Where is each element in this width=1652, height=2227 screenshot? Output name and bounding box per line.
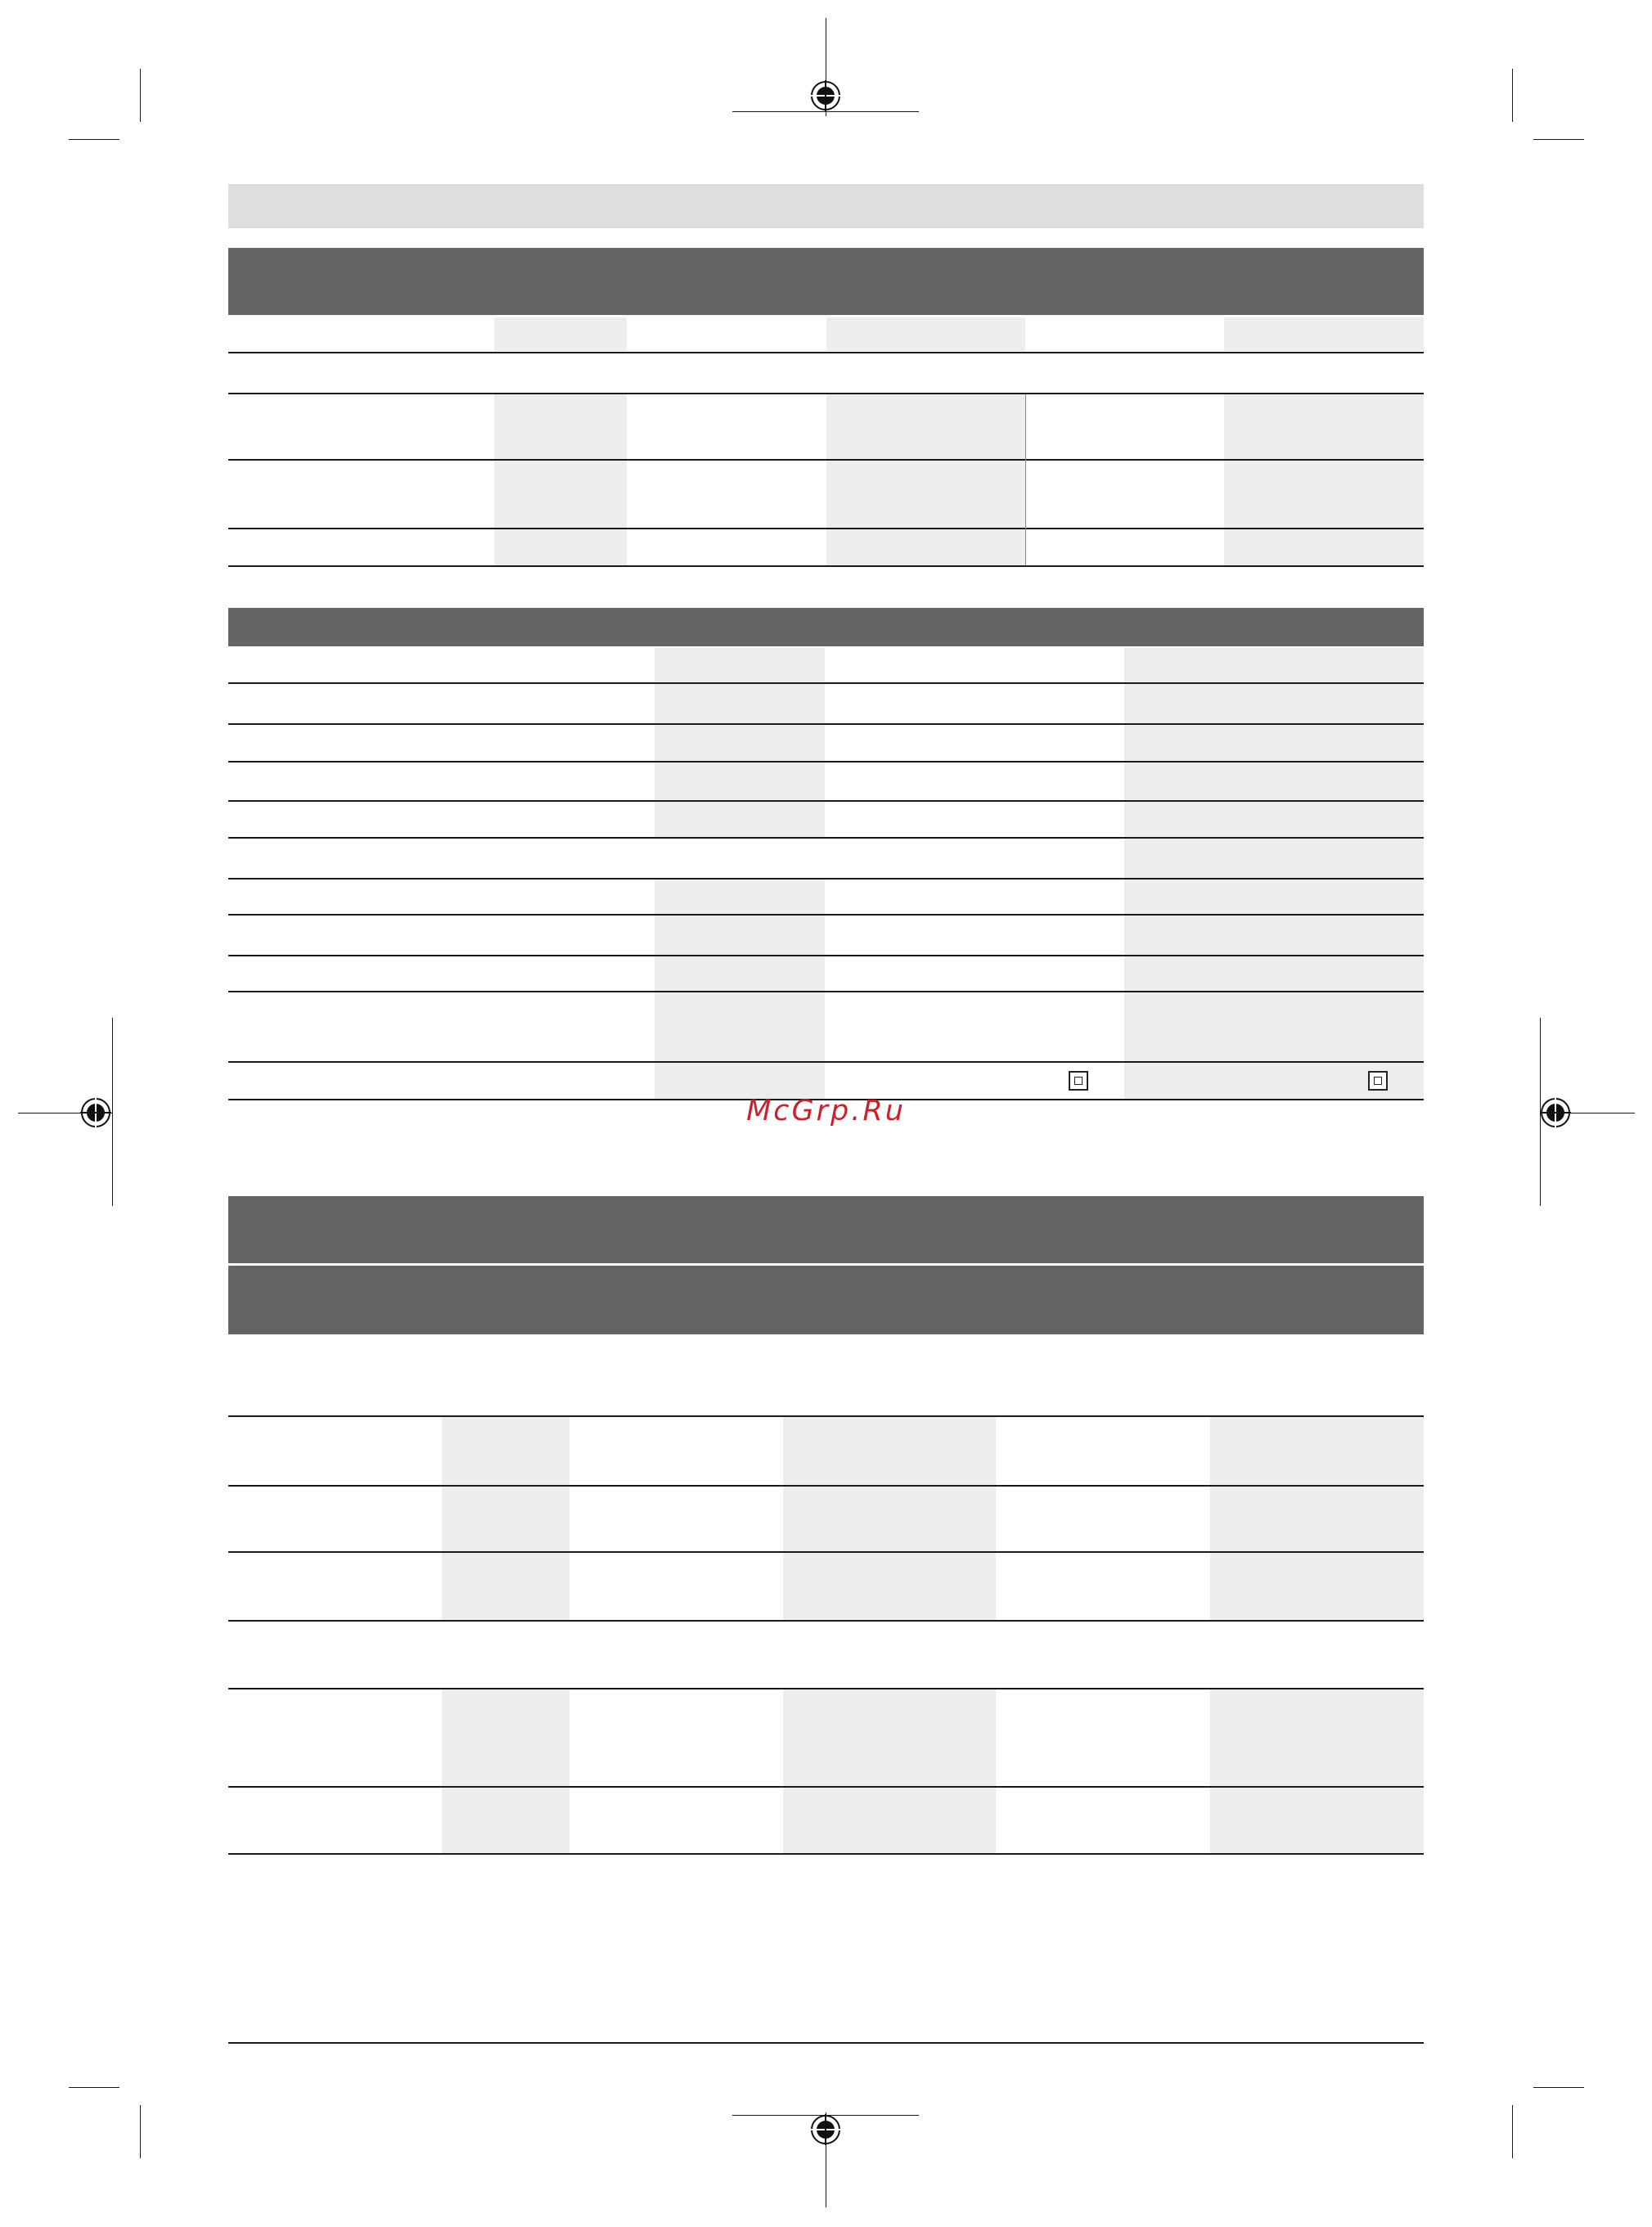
page-header-bar xyxy=(228,184,1424,228)
table-2-row-rule xyxy=(228,955,1424,956)
table-3-header-band-top xyxy=(228,1196,1424,1263)
table-2-shaded-cell xyxy=(655,725,825,761)
table-2-shaded-cell xyxy=(655,880,825,914)
table-2-shaded-cell xyxy=(655,763,825,800)
table-3-shaded-cell xyxy=(442,1553,569,1620)
table-3-shaded-cell xyxy=(442,1689,569,1786)
table-3-shaded-cell xyxy=(1210,1689,1424,1786)
crop-mark-bottom-left-horizontal xyxy=(69,2087,119,2088)
table-1-shaded-cell xyxy=(1224,394,1424,460)
registration-mark-icon xyxy=(810,80,841,111)
table-3-shaded-cell xyxy=(442,1417,569,1485)
table-2-shaded-cell xyxy=(655,992,825,1061)
table-2-shaded-cell xyxy=(1124,763,1424,800)
crop-mark-top-left-vertical xyxy=(140,69,141,122)
table-2-shaded-cell xyxy=(655,956,825,991)
crop-mark-bottom-right-horizontal xyxy=(1533,2087,1584,2088)
table-1-shaded-cell xyxy=(826,461,1025,528)
table-1-row-rule xyxy=(228,565,1424,567)
table-1-row-rule xyxy=(228,528,1424,529)
table-3-row-rule xyxy=(228,1485,1424,1487)
table-1-shaded-cell xyxy=(826,394,1025,460)
table-2-row-rule xyxy=(228,761,1424,763)
table-3-shaded-cell xyxy=(783,1689,996,1786)
table-3-row-rule xyxy=(228,1551,1424,1553)
table-1-shaded-cell xyxy=(1224,529,1424,565)
table-2-row-rule xyxy=(228,1061,1424,1063)
table-1-shaded-cell xyxy=(494,461,627,528)
table-3-shaded-cell xyxy=(442,1487,569,1551)
table-3-shaded-cell xyxy=(1210,1417,1424,1485)
table-2-shaded-cell xyxy=(655,648,825,682)
table-1-row-rule xyxy=(228,459,1424,461)
table-2-shaded-cell xyxy=(1124,839,1424,878)
footer-rule xyxy=(228,2042,1424,2044)
table-2-row-rule xyxy=(228,837,1424,839)
checkbox-icon xyxy=(1368,1071,1388,1091)
crop-mark-bottom-left-vertical xyxy=(140,2105,141,2158)
table-2-shaded-cell xyxy=(655,684,825,723)
table-1-row-rule xyxy=(228,352,1424,353)
table-2-shaded-cell xyxy=(655,1063,825,1099)
crop-mark-top-right-horizontal xyxy=(1533,139,1584,140)
table-2-shaded-cell xyxy=(655,802,825,837)
table-1-shaded-cell xyxy=(1224,317,1424,351)
table-2-header-band xyxy=(228,608,1424,646)
crop-mark-top-center-horizontal xyxy=(732,111,919,112)
table-3-row-rule xyxy=(228,1415,1424,1417)
checkbox-icon xyxy=(1069,1071,1088,1091)
table-1-row-rule xyxy=(228,393,1424,394)
table-1-shaded-cell xyxy=(494,529,627,565)
table-1-shaded-cell xyxy=(826,529,1025,565)
table-2-row-rule xyxy=(228,800,1424,802)
table-1-column-divider xyxy=(1025,394,1026,565)
table-3-shaded-cell xyxy=(783,1487,996,1551)
table-2-shaded-cell xyxy=(1124,992,1424,1061)
table-1-header-band xyxy=(228,248,1424,315)
table-3-header-band-bottom xyxy=(228,1266,1424,1334)
table-2-row-rule xyxy=(228,723,1424,725)
table-1-shaded-cell xyxy=(494,394,627,460)
table-3-shaded-cell xyxy=(1210,1788,1424,1853)
table-3-shaded-cell xyxy=(1210,1487,1424,1551)
table-2-row-rule xyxy=(228,914,1424,916)
table-3-shaded-cell xyxy=(1210,1553,1424,1620)
table-1-shaded-cell xyxy=(494,317,627,351)
watermark-text: McGrp.Ru xyxy=(746,1095,906,1127)
crop-mark-bottom-right-vertical xyxy=(1512,2105,1513,2158)
table-3-shaded-cell xyxy=(783,1553,996,1620)
crop-mark-top-right-vertical xyxy=(1512,69,1513,122)
table-2-row-rule xyxy=(228,682,1424,684)
table-2-row-rule xyxy=(228,991,1424,992)
table-3-shaded-cell xyxy=(783,1417,996,1485)
table-2-shaded-cell xyxy=(1124,916,1424,955)
table-3-shaded-cell xyxy=(783,1788,996,1853)
table-2-row-rule xyxy=(228,878,1424,880)
registration-mark-icon xyxy=(810,2114,841,2145)
crop-mark-top-left-horizontal xyxy=(69,139,119,140)
table-2-shaded-cell xyxy=(655,916,825,955)
table-2-shaded-cell xyxy=(1124,956,1424,991)
table-2-shaded-cell xyxy=(1124,725,1424,761)
table-3-row-rule xyxy=(228,1688,1424,1689)
table-1-shaded-cell xyxy=(826,317,1025,351)
table-3-row-rule xyxy=(228,1620,1424,1622)
table-2-shaded-cell xyxy=(1124,648,1424,682)
table-1-shaded-cell xyxy=(1224,461,1424,528)
table-3-shaded-cell xyxy=(442,1788,569,1853)
table-3-row-rule xyxy=(228,1853,1424,1855)
table-2-shaded-cell xyxy=(1124,684,1424,723)
table-3-row-rule xyxy=(228,1786,1424,1788)
table-2-shaded-cell xyxy=(1124,802,1424,837)
table-2-shaded-cell xyxy=(1124,880,1424,914)
